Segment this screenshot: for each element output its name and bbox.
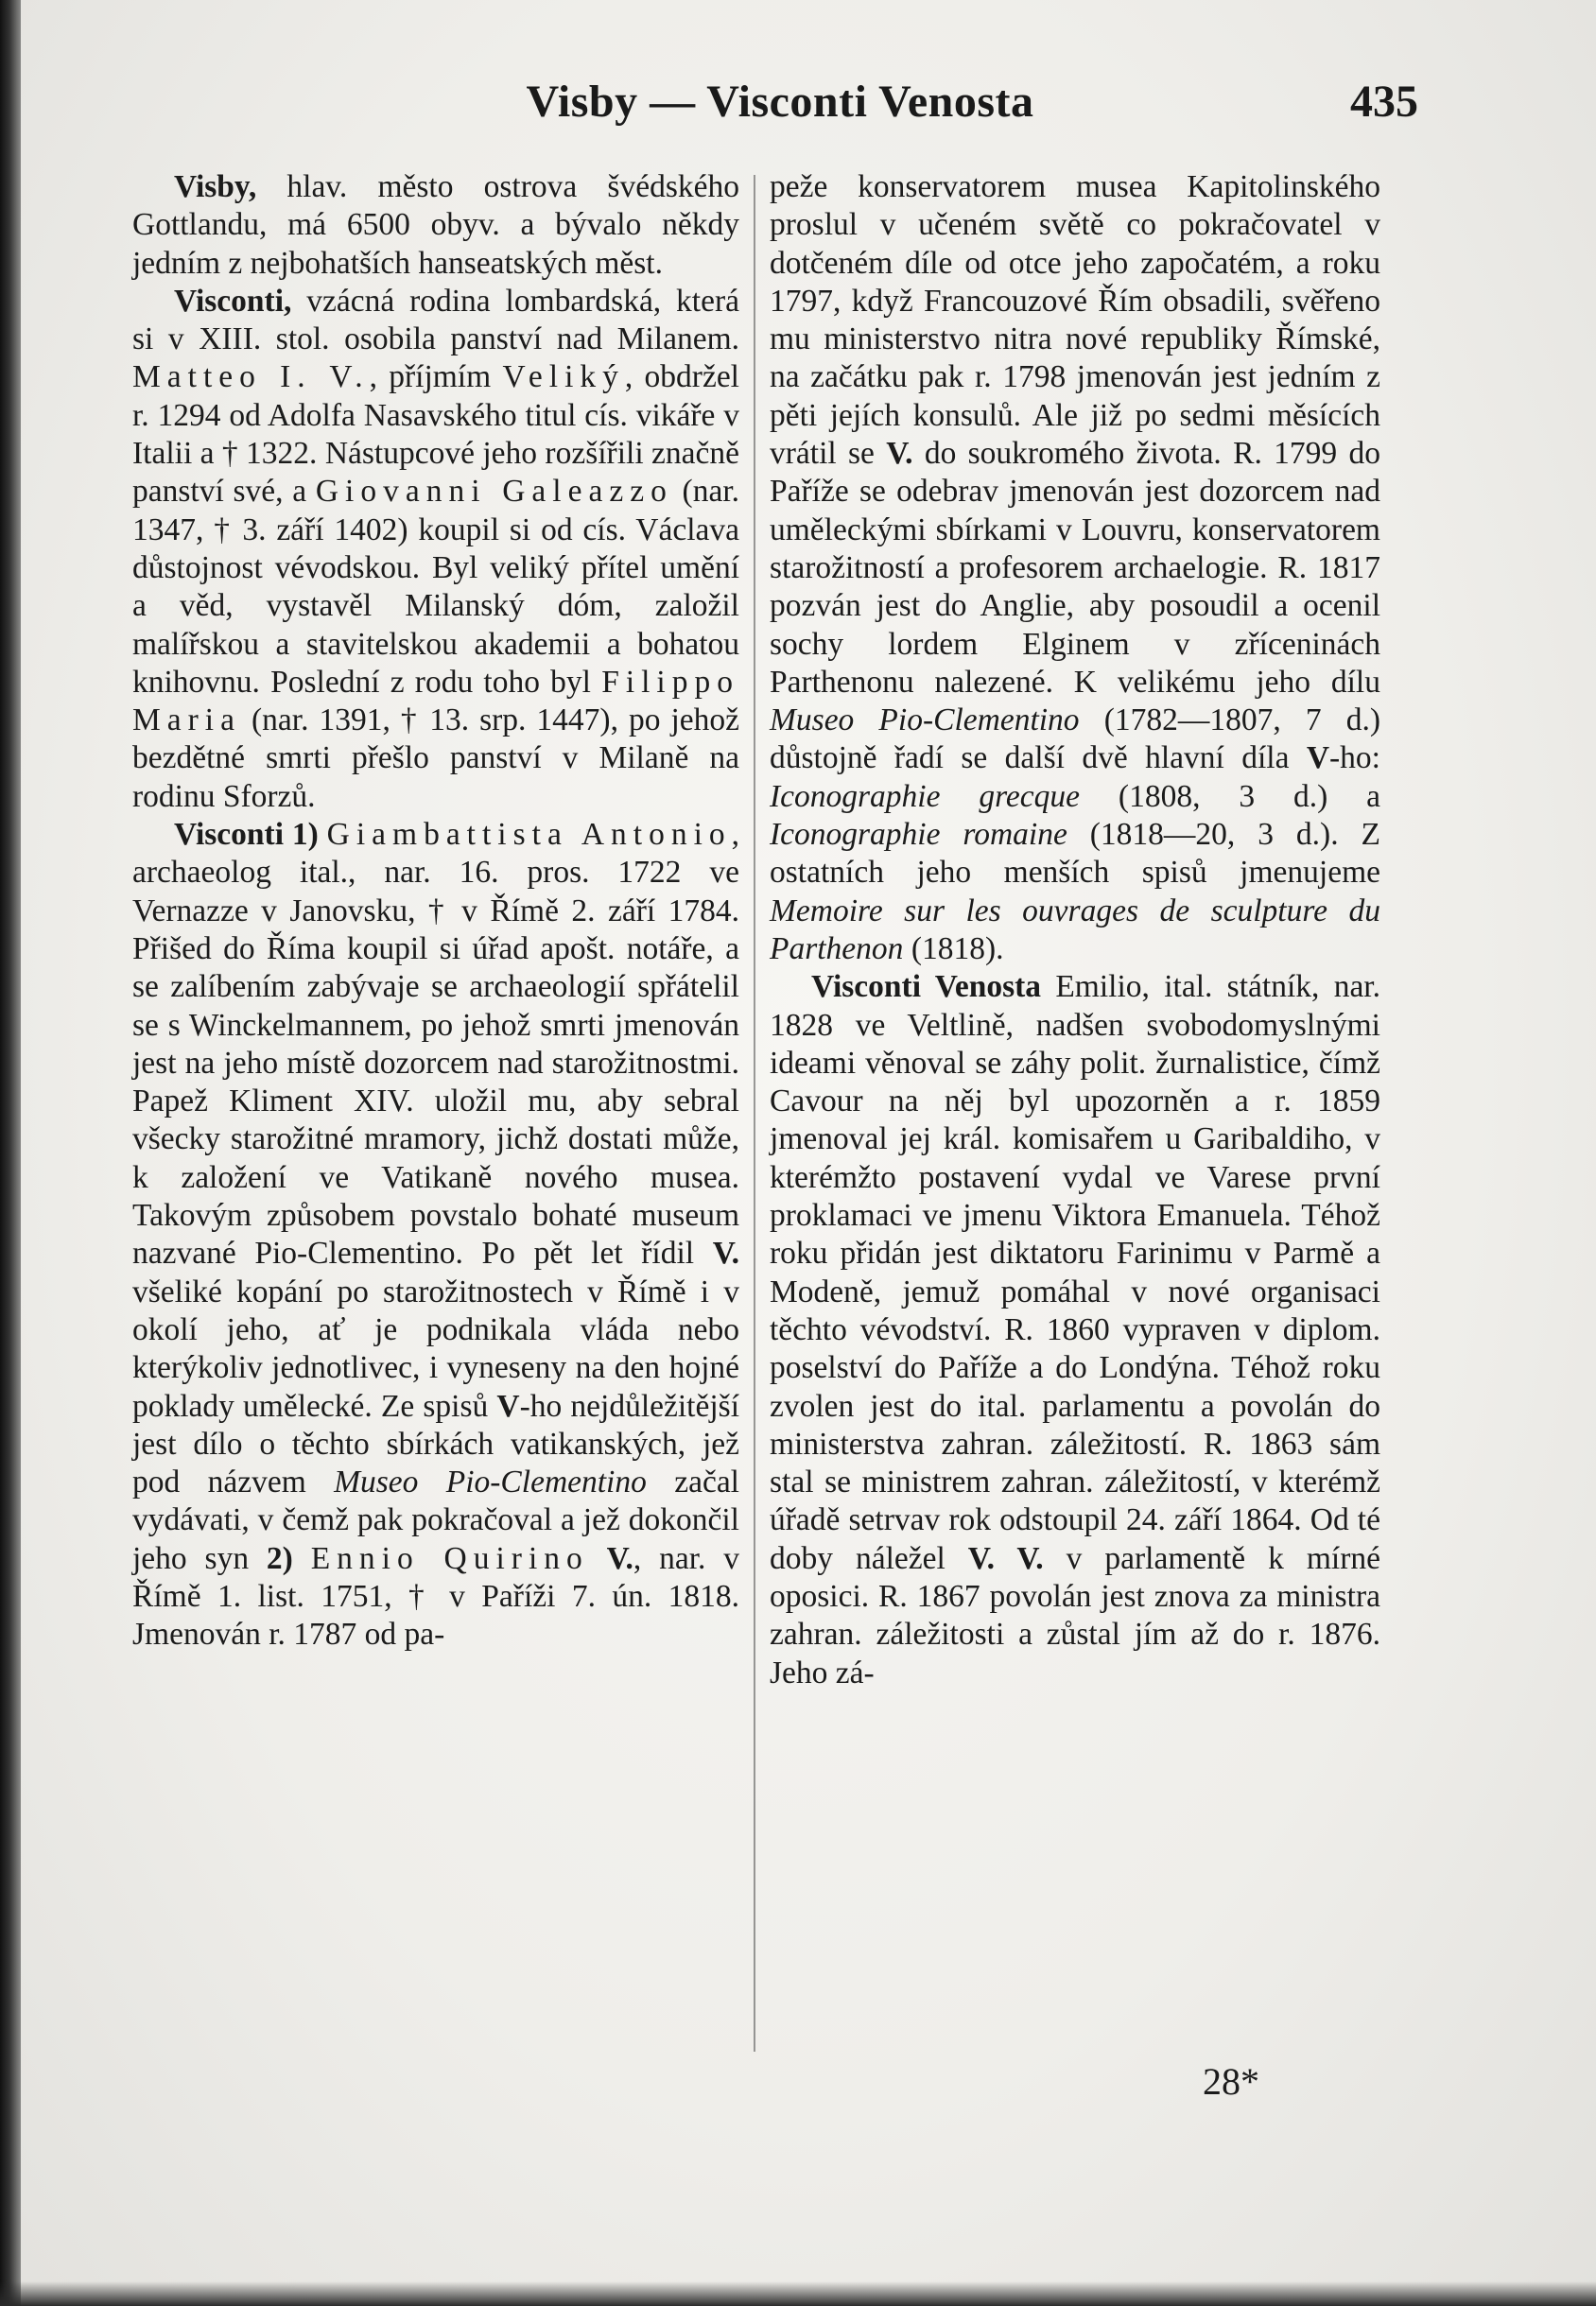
entry-text: v parlamentě k mírné oposici. R. 1867 povolán jest znova za ministra zahran. záležitosti a zůstal jím až do r. 1876. Jeho zá- bbox=[770, 1540, 1380, 1690]
entry-text: Emilio, ital. státník, nar. 1828 ve Veltlině, nadšen svobodomyslnými ideami věnoval se záhy polit. žurnalistice, čímž Cavour na něj byl upozorněn a r. 1859 jmenoval jej král. komisařem u Garibaldiho, v kterémžto postavení vydal ve Varese první proklamaci ve jmenu Viktora Emanuela. Téhož roku přidán jest diktatoru Farinimu v Parmě a Modeně, jemuž pomáhal v nové organisaci těchto vévodství. R. 1860 vypraven v diplom. poselství do Paříže a do Londýna. Téhož roku zvolen jest do ital. parlamentu a povolán do ministerstva zahran. záležitostí. R. 1863 sám stal se ministrem zahran. záležitostí, v kterémž úřadě setrvav rok odstoupil 24. září 1864. Od té doby náležel bbox=[770, 969, 1380, 1576]
entry-visconti-family bbox=[132, 283, 739, 816]
person-name: Giambattista Antonio bbox=[326, 817, 732, 853]
work-title: Iconographie romaine bbox=[770, 817, 1067, 853]
entry-text: (1818). bbox=[903, 930, 1004, 966]
entry-visby bbox=[132, 168, 739, 283]
entry-text: (1782—1807, 7 d.) důstojně řadí se další dvě hlavní díla bbox=[770, 702, 1380, 776]
entry-text: do soukromého života. R. 1799 do Paříže se odebrav jmenován jest dozorcem nad uměleckými sbírkami v Louvru, konservatorem starožitností a profesorem archaelogie. R. 1817 pozván jest do Anglie, aby posoudil a ocenil sochy lordem Elginem v zříceninách Parthenonu nalezené. K velikému jeho dílu bbox=[770, 436, 1380, 700]
entry-text: všeliké kopání po starožitnostech v Římě i v okolí jeho, ať je podnikala vláda nebo kterýkoliv jednotlivec, i vyneseny na den hojné poklady umělecké. Ze spisů bbox=[132, 1274, 739, 1424]
entry-text: , příjmím bbox=[369, 359, 503, 395]
entry-text: , nar. v Římě 1. list. 1751, † v Paříži 7. ún. 1818. Jmenován r. 1787 od pa- bbox=[132, 1540, 740, 1653]
entry-number: 2) bbox=[266, 1540, 293, 1576]
person-name: Ennio Quirino bbox=[310, 1540, 589, 1576]
entry-text: , archaeolog ital., nar. 16. pros. 1722 ve Vernazze v Janovsku, † v Římě 2. září 1784. Přišed do Říma koupil si úřad apošt. notáře, a se zalíbením zabývaje se archaeologií spřátelil se s Winckelmannem, po jehož smrti jmenován jest na jeho místě dozorcem nad starožitnostmi. Papež Kliment XIV. uložil mu, aby sebral všecky starožitné mramory, jichž dostati může, k založení ve Vatikaně nového musea. Takovým způsobem povstalo bohaté museum nazvané Pio-Clementino. Po pět let řídil bbox=[132, 817, 740, 1272]
left-column bbox=[132, 168, 739, 2059]
entry-text: (1808, 3 d.) a bbox=[1080, 778, 1380, 814]
person-epithet: Veliký bbox=[502, 359, 625, 395]
entry-continuation bbox=[770, 168, 1380, 968]
entry-text: (nar. 1347, † 3. září 1402) koupil si od cís. Václava důstojnost vévodskou. Byl veliký přítel umění a věd, vystavěl Milanský dóm, založil malířskou a stavitelskou akademii a bohatou knihovnu. Poslední z rodu toho byl bbox=[132, 474, 740, 700]
abbrev-vv: V. V. bbox=[967, 1540, 1044, 1576]
entry-visconti-venosta bbox=[770, 968, 1380, 1692]
entry-headword: Visby, bbox=[174, 169, 257, 204]
work-title: Museo Pio-Clementino bbox=[770, 702, 1080, 738]
entry-headword: Visconti Venosta bbox=[811, 969, 1042, 1005]
abbrev-v: V. bbox=[606, 1540, 633, 1576]
entry-text: hlav. město ostrova švédského Gottlandu, má 6500 obyv. a bývalo někdy jedním z nejbohatších hanseatských měst. bbox=[132, 169, 739, 281]
running-head bbox=[0, 66, 1596, 132]
person-name: Matteo I. V. bbox=[132, 359, 370, 395]
entry-text: -ho: bbox=[1329, 740, 1380, 776]
person-name: Giovanni Galeazzo bbox=[315, 474, 673, 510]
column-divider bbox=[754, 175, 755, 2052]
person-name: Filippo Maria bbox=[132, 664, 739, 738]
page-bottom-shadow bbox=[0, 2281, 1596, 2306]
entry-text: (nar. 1391, † 13. srp. 1447), po jehož bezdětné smrti přešlo panství v Milaně na rodinu Sforzů. bbox=[132, 702, 739, 814]
signature-mark: 28* bbox=[1203, 2060, 1259, 2103]
entry-text: peže konservatorem musea Kapitolinského proslul v učeném světě co pokračovatel v dotčeném díle od otce jeho započatém, a roku 1797, když Francouzové Řím obsadili, svěřeno mu ministerstvo nitra nové republiky Římské, na začátku pak r. 1798 jmenován jest jedním z pěti jejích konsulů. Ale již po sedmi měsících vrátil se bbox=[770, 169, 1380, 472]
entry-text: (1818—20, 3 d.). Z ostatních jeho menších spisů jmenujeme bbox=[770, 817, 1380, 891]
entry-headword: Visconti, bbox=[174, 283, 292, 319]
work-title: Memoire sur les ouvrages de sculpture du Parthenon bbox=[770, 893, 1380, 966]
right-column bbox=[770, 168, 1380, 2059]
abbrev-v: V. bbox=[886, 436, 913, 472]
work-title: Museo Pio-Clementino bbox=[334, 1465, 647, 1500]
entry-text: vzácná rodina lombardská, která si v XIII. stol. osobila panství nad Milanem. bbox=[132, 283, 739, 357]
running-head-title: Visby — Visconti Venosta bbox=[526, 77, 1034, 127]
entry-text: začal vydávati, v čemž pak pokračoval a jež dokončil jeho syn bbox=[132, 1465, 739, 1576]
entry-headword: Visconti 1) bbox=[174, 817, 319, 853]
abbrev-v: V bbox=[496, 1388, 520, 1424]
abbrev-v: V. bbox=[712, 1236, 739, 1272]
page-binding-shadow bbox=[0, 0, 21, 2306]
page-number: 435 bbox=[1350, 77, 1418, 127]
entry-text: -ho nejdůležitější jest dílo o těchto sbírkách vatikanských, jež pod názvem bbox=[132, 1388, 740, 1500]
abbrev-v: V bbox=[1306, 740, 1330, 776]
entry-text: , obdržel r. 1294 od Adolfa Nasavského titul cís. vikáře v Italii a † 1322. Nástupcové jeho rozšířili značně panství své, a bbox=[132, 359, 739, 510]
work-title: Iconographie grecque bbox=[770, 778, 1081, 814]
entry-visconti-giambattista bbox=[132, 816, 739, 1655]
